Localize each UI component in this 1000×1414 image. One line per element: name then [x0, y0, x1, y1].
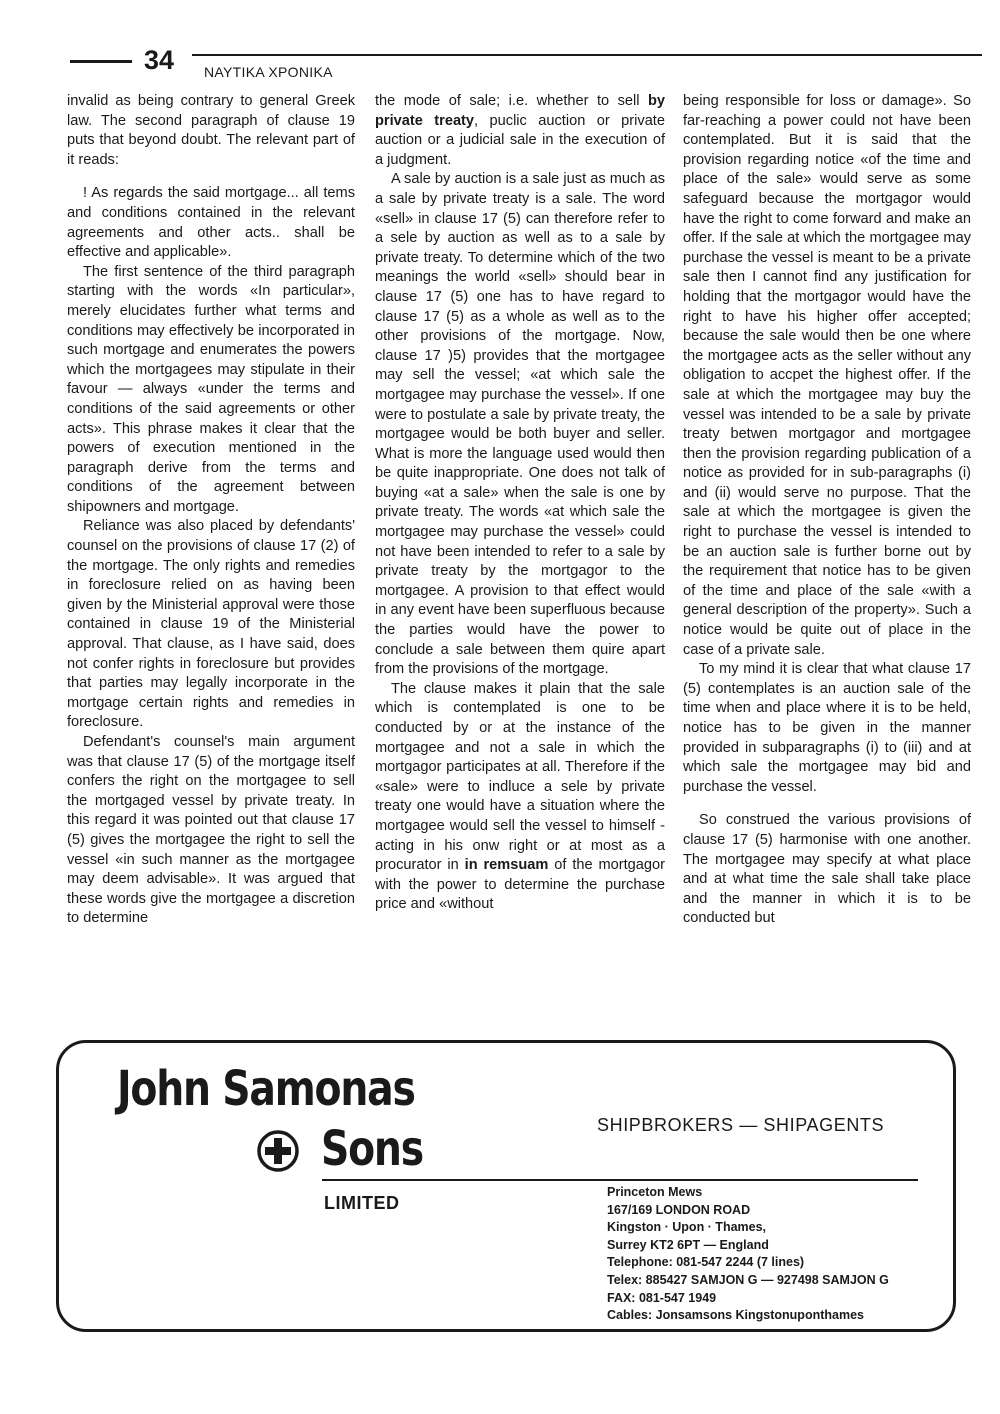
paragraph: invalid as being contrary to general Greek law. The second paragraph of clause 19 puts that beyond doubt. The relevant part of it reads:: [67, 93, 355, 168]
text-run: The clause makes it plain that the sale which is contemplated is one to be conducted by or at the instance of the mortgagee and not a sale in which the mortgagor participates at all. Therefore if the «sale» were to indluce a sele by private treaty one would have a situation where the mortgagee would sell the vessel to himself - acting in his onw right or at most as a procurator in: [375, 680, 665, 874]
paragraph: [375, 92, 665, 170]
advertisement-box: [56, 1040, 956, 1332]
page-number: 34: [144, 45, 175, 75]
address-line: Kingston · Upon · Thames,: [607, 1220, 767, 1235]
telex-line: Telex: 885427 SAMJON G — 927498 SAMJON G: [607, 1272, 889, 1287]
company-address: [607, 1184, 889, 1325]
article-column-1: [67, 92, 355, 1037]
article-column-3: [683, 92, 971, 1037]
paragraph: Reliance was also placed by defendants' counsel on the provisions of clause 17 (2) of the mortgage. The only rights and remedies in foreclosure relied on as having been given by the Ministerial approval were those contained in clause 19 of the Ministerial approval. That clause, as I have said, does not confer rights in foreclosure but provides that parties may legally incorporate in the mortgage certain rights and remedies in foreclosure.: [67, 518, 355, 731]
paragraph: So construed the various provisions of clause 17 (5) harmonise with one another. The mortgagee may specify at what place and at what time the sale shall take place and the manner in which it is to be conducted but: [683, 812, 971, 927]
page-header: [70, 44, 982, 84]
services-tagline: SHIPBROKERS — SHIPAGENTS: [597, 1115, 885, 1135]
text-run: , puclic auction or private auction or a judicial sale in the execution of a judgment.: [375, 112, 665, 168]
bold-phrase: by private treaty: [375, 93, 665, 129]
address-line: Princeton Mews: [607, 1185, 703, 1199]
cables-line: Cables: Jonsamsons Kingstonuponthames: [607, 1308, 864, 1323]
company-name-line1: John Samonas: [117, 1061, 415, 1117]
telephone-line: Telephone: 081-547 2244 (7 lines): [607, 1255, 805, 1270]
header-rule-left: [70, 60, 132, 63]
article-column-2: [375, 92, 665, 1037]
paragraph: The first sentence of the third paragraph starting with the words «In particular», merely elucidates further what terms and conditions may effectively be incorporated in such mortgage and enumerates the powers which the mortgagees may stipulate in their favour — always «under the terms and conditions of the said agreements or other acts». This phrase makes it clear that the powers of execution mentioned in the paragraph derive from the terms and conditions of the agreement between shipowners and mortgage.: [67, 263, 355, 515]
paragraph: Defendant's counsel's main argument was that clause 17 (5) of the mortgage itself confers the right on the mortgagee to sell the mortgaged vessel by private treaty. In this regard it was pointed out that clause 17 (5) gives the mortgagee the right to sell the vessel «in such manner as the mortgagee may deem advisable». It was argued that these words give the mortgagee a discretion to determine: [67, 734, 355, 927]
bold-phrase: in remsuam: [464, 857, 549, 874]
fax-line: FAX: 081-547 1949: [607, 1290, 717, 1305]
paragraph: To my mind it is clear that what clause 17 (5) contemplates is an auction sale of the time when and place where it is to be held, notice has to be given in the manner provided in subparagraphs (i) to (iii) and at which sale the mortgagee may bid and purchase the vessel.: [683, 661, 971, 795]
quoted-paragraph: ! As regards the said mortgage... all tems and conditions contained in the relevant agreements and other acts.. shall be effective and applicable».: [67, 185, 355, 261]
company-limited-label: LIMITED: [324, 1193, 400, 1213]
text-run: of the mortgagor with the power to determine the purchase price and «without: [375, 857, 665, 913]
advert-divider: [322, 1179, 918, 1181]
company-name-line2: Sons: [321, 1121, 423, 1177]
paragraph: A sale by auction is a sale just as much as a sale by private treaty is a sale. The word «sell» in clause 17 (5) can therefore refer to a sele by auction as well as to a sale by private treaty. To determine which of the two meanings the world «sell» should bear in clause 17 (5) one has to have regard to clause 17 (5) as a whole as well as to the other provisions of the mortgage. Now, clause 17 )5) provides that the mortgagee may sell the vessel; «at which sale the mortgagee may purchase the vessel». If one were to postulate a sale by private treaty, the mortgagee would be both buyer and seller. What is more the language used would then be quite inappropriate. One does not talk of buying «at a sale» when the sale is one by private treaty. The words «at which sale the mortgagee may purchase the vessel» could not have been intended to refer to a sale by private treaty by the mortgagor to the mortgagee. A provision to that effect would in any event have been superfluous because the parties would have the power to conclude a sale between them quire apart from the provisions of the mortgage.: [375, 171, 665, 678]
address-line: 167/169 LONDON ROAD: [607, 1202, 751, 1217]
address-line: Surrey KT2 6PT — England: [607, 1237, 769, 1252]
paragraph: [375, 680, 665, 915]
running-title: ΝΑΥΤΙΚΑ ΧΡΟΝΙΚΑ: [204, 64, 333, 80]
text-run: the mode of sale; i.e. whether to sell: [375, 93, 648, 109]
header-rule-right: [192, 54, 982, 56]
paragraph: being responsible for loss or damage». So far-reaching a power could not have been contemplated. But it is said that the provision regarding notice «of the time and place of the sale» would serve as some safeguard because the mortgagor would have the right to come forward and make an offer. If the sale at which the mortgagee may purchase the vessel is meant to be a private sale then I cannot find any justification for holding that the mortgagor would have the right to have his higher offer accepted; because the sale would then be one where the mortgagee acts as the seller without any obligation to accpet the highest offer. If the sale at which the mortgagee may buy the vessel was intended to be a sale by private treaty betwen mortgagor and mortgagee then the provision regarding publication of a notice as provided for in sub-paragraphs (i) and (ii) would serve no purpose. That the sale at which the mortgagee is given the right to purchase the vessel is intended to be an auction sale is further borne out by the requirement that notice has to be given of the time and place of the sale «with a general description of the property». Such a notice would be quite out of place in the case of a private sale.: [683, 93, 971, 658]
plus-in-circle-icon: [256, 1129, 300, 1173]
